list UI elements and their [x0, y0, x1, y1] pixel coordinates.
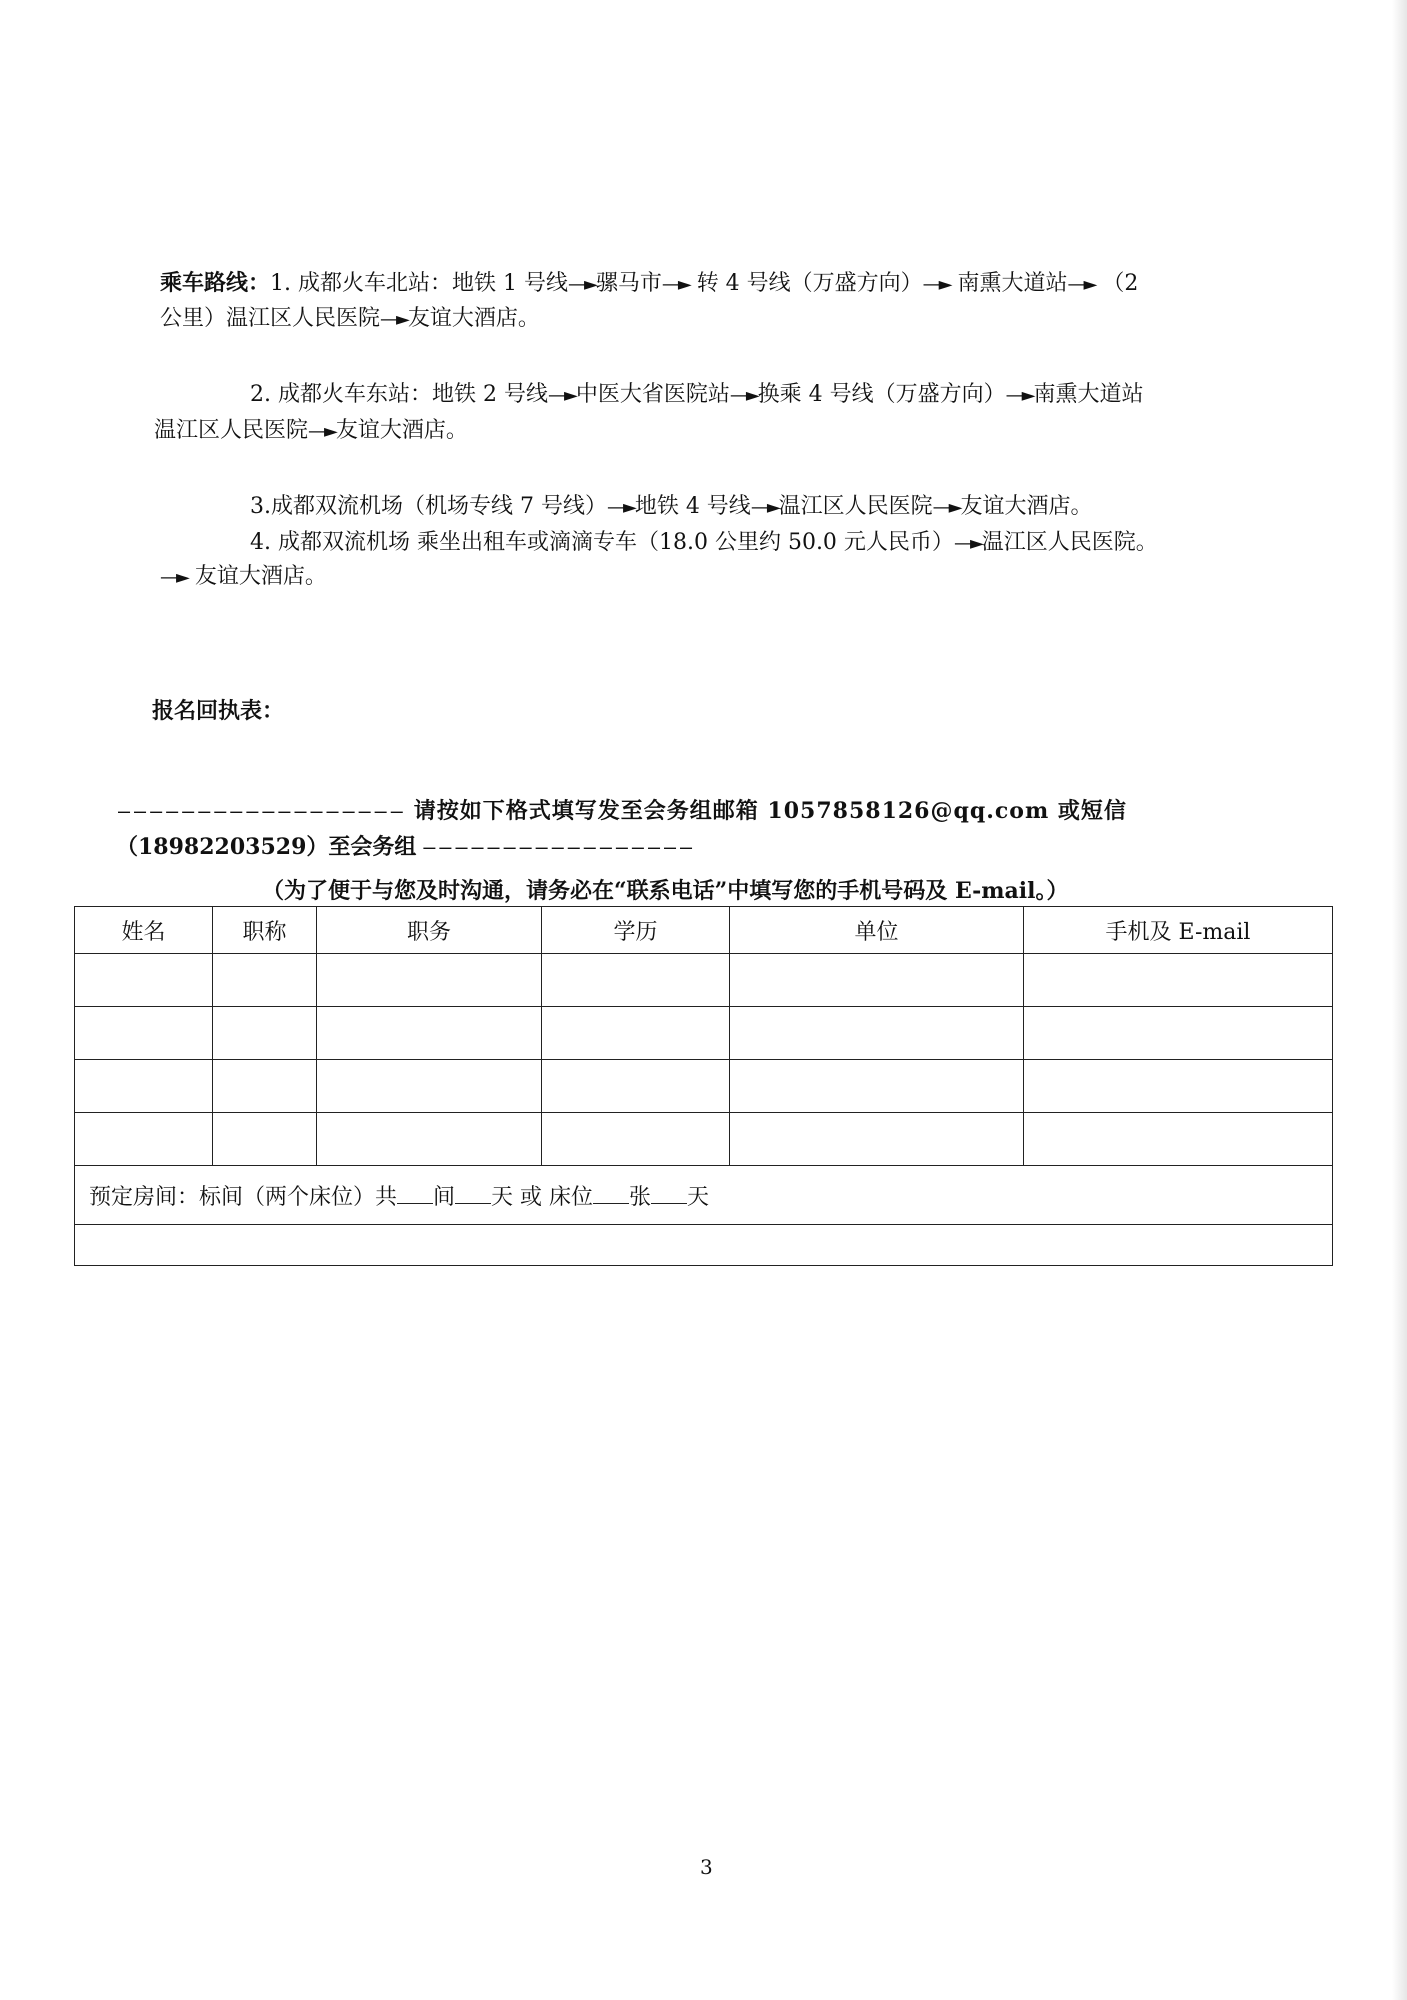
table-row	[75, 1060, 1333, 1113]
route-line-1-cont: 公里）温江区人民医院—►友谊大酒店。	[160, 306, 540, 331]
table-row-empty	[75, 1225, 1333, 1266]
page-number: 3	[700, 1855, 713, 1879]
registration-heading: 报名回执表：	[152, 698, 285, 724]
table-cell[interactable]	[730, 1113, 1024, 1166]
table-cell[interactable]	[1024, 1007, 1333, 1060]
route-line-4: 4. 成都双流机场 乘坐出租车或滴滴专车（18.0 公里约 50.0 元人民币）—►温江区人民医院。	[250, 530, 1158, 555]
header-organization: 单位	[730, 907, 1024, 954]
arrow-icon: —►	[567, 274, 596, 295]
table-cell[interactable]	[317, 954, 542, 1007]
table-cell[interactable]	[542, 954, 730, 1007]
table-row	[75, 1113, 1333, 1166]
room-booking-cell: 预定房间：标间（两个床位）共 间 天 或 床位 张 天	[75, 1166, 1333, 1225]
route-heading: 乘车路线：	[160, 270, 271, 296]
beds-blank[interactable]	[593, 1183, 629, 1204]
table-header-row	[75, 907, 1333, 954]
arrow-icon: —►	[661, 274, 690, 295]
rooms-blank[interactable]	[397, 1183, 433, 1204]
table-cell[interactable]	[730, 1007, 1024, 1060]
arrow-icon: —►	[953, 533, 982, 554]
dashes-right: —————————————————	[423, 835, 697, 859]
table-cell[interactable]	[75, 954, 213, 1007]
route-line-4-cont: —► 友谊大酒店。	[160, 564, 327, 589]
bed-days-blank[interactable]	[651, 1183, 687, 1204]
instruction-line-1: —————————————————— 请按如下格式填写发至会务组邮箱 1057858126@qq.com 或短信	[118, 798, 1127, 824]
arrow-icon: —►	[932, 497, 961, 518]
table-cell[interactable]	[75, 1060, 213, 1113]
arrow-icon: —►	[750, 497, 779, 518]
header-position: 职务	[317, 907, 542, 954]
table-cell[interactable]	[213, 954, 317, 1007]
arrow-icon: —►	[308, 421, 336, 442]
table-cell[interactable]	[213, 1007, 317, 1060]
table-cell[interactable]	[75, 1225, 1333, 1266]
dashes-left: ——————————————————	[118, 799, 407, 823]
arrow-icon: —►	[160, 567, 188, 588]
days-blank[interactable]	[455, 1183, 491, 1204]
table-cell[interactable]	[730, 1060, 1024, 1113]
route-line-2: 2. 成都火车东站：地铁 2 号线—►中医大省医院站—►换乘 4 号线（万盛方向）—►南熏大道站	[250, 382, 1144, 407]
route-line-2-cont: 温江区人民医院—►友谊大酒店。	[154, 418, 468, 443]
table-cell[interactable]	[1024, 1060, 1333, 1113]
table-cell[interactable]	[75, 1113, 213, 1166]
table-cell[interactable]	[317, 1007, 542, 1060]
route-line-1: 乘车路线：1. 成都火车北站：地铁 1 号线—►骡马市—► 转 4 号线（万盛方向）—► 南熏大道站—► （2	[160, 270, 1139, 296]
instruction-note: （为了便于与您及时沟通，请务必在“联系电话”中填写您的手机号码及 E-mail。）	[262, 878, 1069, 904]
instruction-line-2: （18982203529）至会务组 —————————————————	[116, 834, 697, 860]
table-row	[75, 1007, 1333, 1060]
arrow-icon: —►	[1005, 385, 1034, 406]
table-cell[interactable]	[542, 1007, 730, 1060]
table-cell[interactable]	[542, 1113, 730, 1166]
route-line-3: 3.成都双流机场（机场专线 7 号线）—►地铁 4 号线—►温江区人民医院—►友谊大酒店。	[250, 494, 1093, 519]
header-name: 姓名	[75, 907, 213, 954]
table-cell[interactable]	[75, 1007, 213, 1060]
table-cell[interactable]	[542, 1060, 730, 1113]
table-cell[interactable]	[1024, 1113, 1333, 1166]
arrow-icon: —►	[922, 274, 951, 295]
arrow-icon: —►	[547, 385, 576, 406]
table-cell[interactable]	[213, 1113, 317, 1166]
room-booking-row	[75, 1166, 1333, 1225]
scan-edge	[1392, 0, 1407, 2000]
arrow-icon: —►	[606, 497, 635, 518]
table-cell[interactable]	[213, 1060, 317, 1113]
header-phone-email: 手机及 E-mail	[1024, 907, 1333, 954]
table-cell[interactable]	[730, 954, 1024, 1007]
header-title: 职称	[213, 907, 317, 954]
arrow-icon: —►	[729, 385, 758, 406]
registration-table	[74, 906, 1333, 1266]
arrow-icon: —►	[1067, 274, 1096, 295]
header-education: 学历	[542, 907, 730, 954]
table-row	[75, 954, 1333, 1007]
table-cell[interactable]	[317, 1060, 542, 1113]
table-cell[interactable]	[317, 1113, 542, 1166]
arrow-icon: —►	[380, 309, 408, 330]
table-cell[interactable]	[1024, 954, 1333, 1007]
